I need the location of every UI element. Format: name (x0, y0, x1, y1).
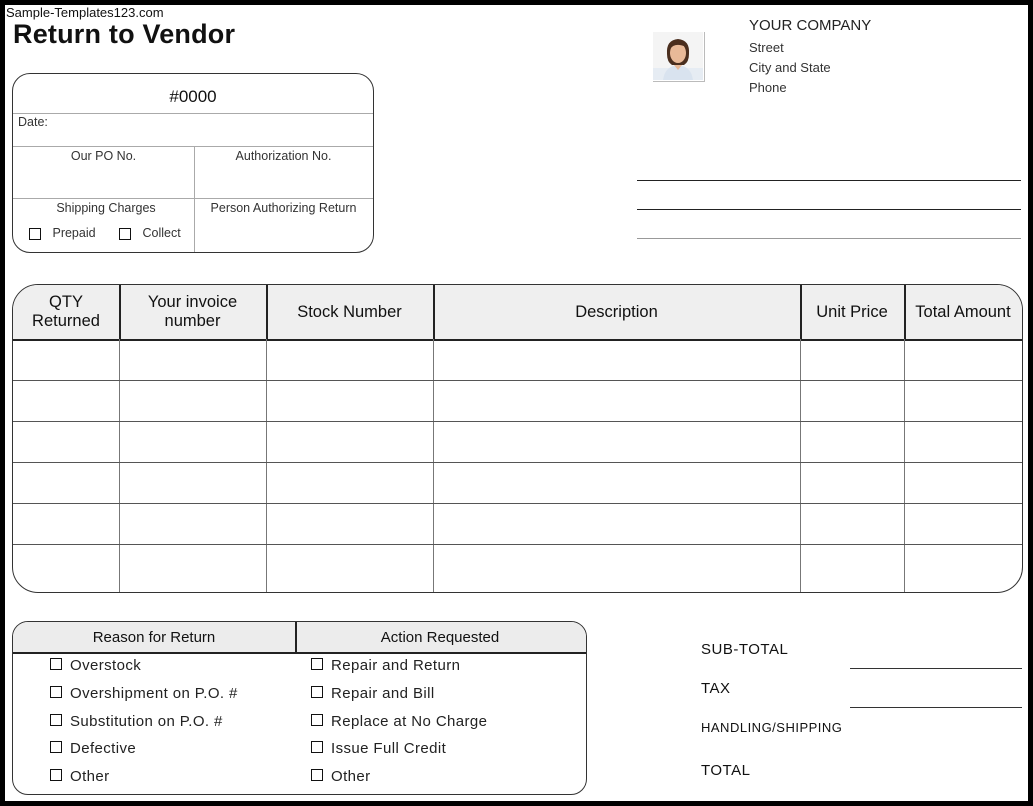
option-label: Repair and Return (331, 657, 461, 674)
page-title: Return to Vendor (13, 19, 236, 49)
divider (13, 113, 373, 114)
table-row[interactable] (13, 462, 1022, 463)
action-option-replace[interactable] (311, 713, 487, 730)
company-street: Street (749, 40, 784, 55)
divider (13, 198, 373, 199)
person-authorizing-label: Person Authorizing Return (210, 201, 357, 215)
checkbox[interactable] (311, 658, 323, 670)
option-label: Repair and Bill (331, 685, 435, 702)
option-label: Substitution on P.O. # (70, 713, 223, 730)
column-divider (266, 285, 268, 339)
watermark: Sample-Templates123.com (6, 5, 164, 20)
prepaid-label: Prepaid (52, 226, 96, 240)
table-row[interactable] (13, 380, 1022, 381)
column-divider (904, 285, 906, 339)
option-label: Defective (70, 740, 137, 757)
company-name: YOUR COMPANY (749, 17, 872, 34)
checkbox[interactable] (311, 714, 323, 726)
checkbox[interactable] (50, 658, 62, 670)
action-option-full-credit[interactable] (311, 740, 446, 757)
divider (13, 146, 373, 147)
shipping-charges-label: Shipping Charges (56, 201, 156, 215)
checkbox[interactable] (311, 686, 323, 698)
checkbox[interactable] (50, 741, 62, 753)
person-photo-icon (653, 32, 703, 80)
option-label: Replace at No Charge (331, 713, 488, 730)
info-box (12, 73, 374, 253)
reason-option-defective[interactable] (50, 740, 136, 757)
address-line[interactable] (637, 209, 1021, 210)
collect-label: Collect (142, 226, 181, 240)
option-label: Overstock (70, 657, 142, 674)
collect-checkbox[interactable] (119, 228, 131, 240)
option-label: Issue Full Credit (331, 740, 447, 757)
form-number[interactable]: #0000 (169, 87, 217, 106)
table-row[interactable] (13, 544, 1022, 545)
company-block (749, 16, 871, 98)
prepaid-option[interactable] (29, 226, 96, 240)
header-stock-number: Stock Number (297, 302, 402, 321)
address-line[interactable] (637, 180, 1021, 181)
column-divider (119, 285, 121, 339)
option-label: Overshipment on P.O. # (70, 685, 238, 702)
checkbox[interactable] (50, 714, 62, 726)
company-logo (653, 32, 705, 82)
header-description: Description (575, 302, 658, 321)
column-divider (800, 285, 802, 339)
checkbox[interactable] (50, 769, 62, 781)
header-invoice-number: Your invoice number (147, 293, 238, 330)
form-sheet (5, 5, 1028, 801)
action-option-repair-bill[interactable] (311, 685, 435, 702)
items-table (12, 284, 1023, 593)
checkbox[interactable] (50, 686, 62, 698)
company-phone: Phone (749, 80, 787, 95)
action-header: Action Requested (380, 629, 500, 646)
option-label: Other (331, 768, 371, 785)
tax-label: TAX (701, 680, 731, 697)
po-label: Our PO No. (70, 149, 137, 163)
reason-option-overshipment[interactable] (50, 685, 238, 702)
action-option-repair-return[interactable] (311, 657, 460, 674)
total-label: TOTAL (701, 762, 751, 779)
table-row[interactable] (13, 421, 1022, 422)
address-line[interactable] (637, 238, 1021, 239)
tax-field[interactable] (850, 707, 1022, 708)
header-unit-price: Unit Price (816, 302, 888, 321)
prepaid-checkbox[interactable] (29, 228, 41, 240)
subtotal-label: SUB-TOTAL (701, 641, 789, 658)
table-row[interactable] (13, 503, 1022, 504)
authorization-label: Authorization No. (235, 149, 332, 163)
date-label: Date: (18, 115, 48, 129)
reason-header: Reason for Return (92, 629, 216, 646)
checkbox[interactable] (311, 741, 323, 753)
reason-option-substitution[interactable] (50, 713, 223, 730)
action-option-other[interactable] (311, 768, 371, 785)
reason-option-other[interactable] (50, 768, 110, 785)
header-total-amount: Total Amount (915, 302, 1011, 321)
checkbox[interactable] (311, 769, 323, 781)
subtotal-field[interactable] (850, 668, 1022, 669)
reason-option-overstock[interactable] (50, 657, 141, 674)
option-label: Other (70, 768, 110, 785)
collect-option[interactable] (119, 226, 181, 240)
header-qty-returned: QTY Returned (32, 293, 100, 330)
company-city-state: City and State (749, 60, 831, 75)
handling-shipping-label: HANDLING/SHIPPING (701, 720, 843, 735)
column-divider (433, 285, 435, 339)
reason-action-box (12, 621, 587, 795)
